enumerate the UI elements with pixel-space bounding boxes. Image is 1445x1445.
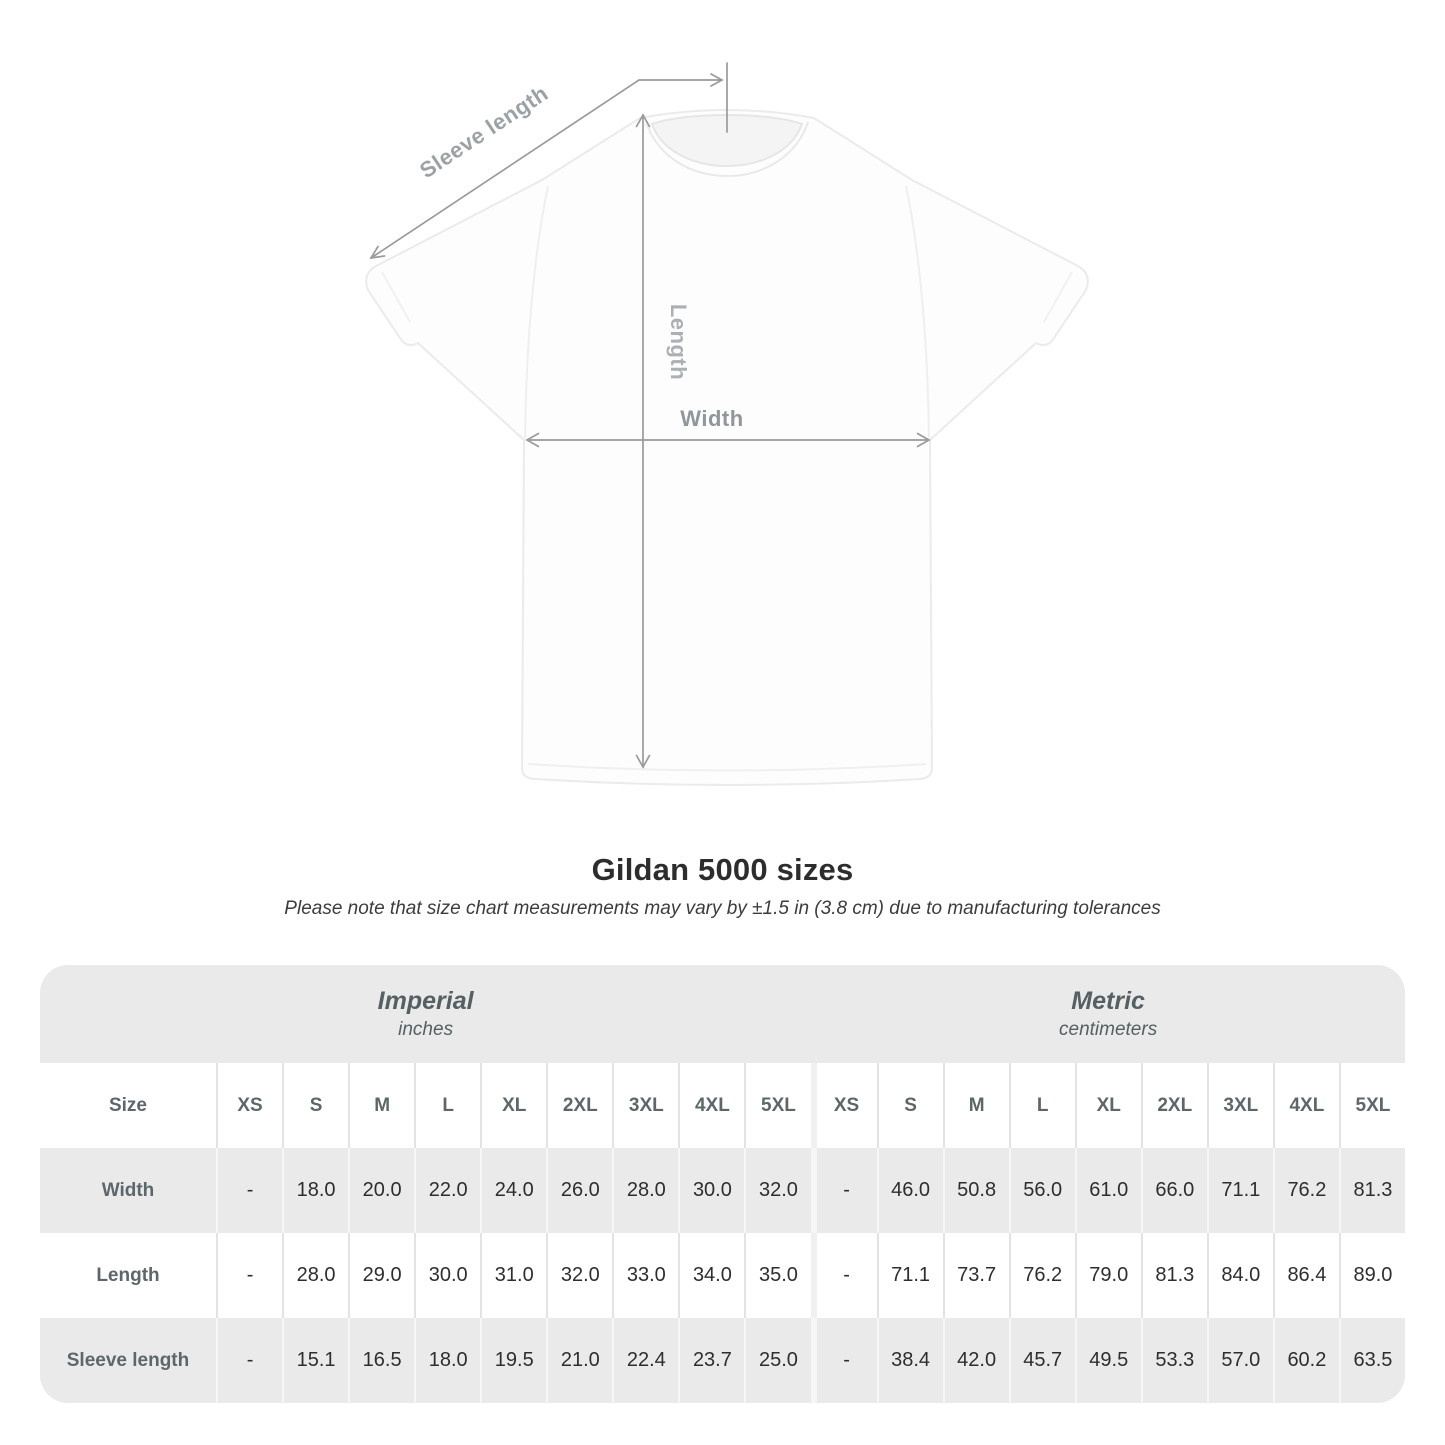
value-cell-imperial: 33.0	[612, 1233, 678, 1318]
length-label: Length	[666, 303, 691, 381]
size-header-imperial: 4XL	[678, 1063, 744, 1148]
value-cell-imperial: 30.0	[414, 1233, 480, 1318]
size-header-metric: XL	[1075, 1063, 1141, 1148]
value-cell-imperial: 28.0	[612, 1148, 678, 1233]
size-header-imperial: 3XL	[612, 1063, 678, 1148]
value-cell-metric: 84.0	[1207, 1233, 1273, 1318]
value-cell-metric: -	[811, 1233, 877, 1318]
value-cell-metric: 81.3	[1141, 1233, 1207, 1318]
value-cell-metric: 89.0	[1339, 1233, 1405, 1318]
metric-section-title: Metric	[1071, 986, 1145, 1015]
value-cell-imperial: -	[216, 1233, 282, 1318]
value-cell-metric: 56.0	[1009, 1148, 1075, 1233]
value-cell-imperial: 24.0	[480, 1148, 546, 1233]
value-cell-metric: -	[811, 1148, 877, 1233]
value-cell-metric: 73.7	[943, 1233, 1009, 1318]
value-cell-metric: 86.4	[1273, 1233, 1339, 1318]
value-cell-metric: 79.0	[1075, 1233, 1141, 1318]
size-header-metric: XS	[811, 1063, 877, 1148]
imperial-section-units: inches	[398, 1018, 454, 1040]
value-cell-imperial: 18.0	[414, 1318, 480, 1403]
metric-section-units: centimeters	[1059, 1018, 1158, 1040]
sleeve-length-label: Sleeve length	[415, 80, 553, 184]
value-cell-metric: 57.0	[1207, 1318, 1273, 1403]
imperial-section-title: Imperial	[377, 986, 474, 1015]
value-cell-imperial: 26.0	[546, 1148, 612, 1233]
value-cell-imperial: 25.0	[744, 1318, 810, 1403]
value-cell-imperial: 30.0	[678, 1148, 744, 1233]
value-cell-imperial: 23.7	[678, 1318, 744, 1403]
unit-header-band	[40, 965, 1405, 1063]
row-label: Sleeve length	[40, 1318, 216, 1403]
value-cell-imperial: 15.1	[282, 1318, 348, 1403]
value-cell-imperial: 16.5	[348, 1318, 414, 1403]
value-cell-metric: 60.2	[1273, 1318, 1339, 1403]
value-cell-metric: 76.2	[1009, 1233, 1075, 1318]
value-cell-imperial: 18.0	[282, 1148, 348, 1233]
size-header-imperial: M	[348, 1063, 414, 1148]
size-header-metric: L	[1009, 1063, 1075, 1148]
metric-section-header	[811, 965, 1405, 1063]
imperial-section-header	[40, 965, 811, 1063]
size-header-metric: 4XL	[1273, 1063, 1339, 1148]
value-cell-metric: 38.4	[877, 1318, 943, 1403]
value-cell-metric: 71.1	[1207, 1148, 1273, 1233]
value-cell-imperial: 20.0	[348, 1148, 414, 1233]
size-header-imperial: S	[282, 1063, 348, 1148]
value-cell-metric: 71.1	[877, 1233, 943, 1318]
value-cell-imperial: 32.0	[546, 1233, 612, 1318]
size-header-imperial: XL	[480, 1063, 546, 1148]
tshirt-graphic	[366, 110, 1088, 785]
value-cell-imperial: -	[216, 1148, 282, 1233]
value-cell-metric: 50.8	[943, 1148, 1009, 1233]
value-cell-imperial: 22.4	[612, 1318, 678, 1403]
value-cell-imperial: 22.0	[414, 1148, 480, 1233]
row-label: Length	[40, 1233, 216, 1318]
value-cell-imperial: 32.0	[744, 1148, 810, 1233]
size-header-metric: 2XL	[1141, 1063, 1207, 1148]
value-cell-metric: 53.3	[1141, 1318, 1207, 1403]
value-cell-metric: 45.7	[1009, 1318, 1075, 1403]
value-cell-metric: 61.0	[1075, 1148, 1141, 1233]
value-cell-imperial: 21.0	[546, 1318, 612, 1403]
value-cell-metric: 63.5	[1339, 1318, 1405, 1403]
value-cell-metric: 49.5	[1075, 1318, 1141, 1403]
size-header-metric: M	[943, 1063, 1009, 1148]
value-cell-metric: 76.2	[1273, 1148, 1339, 1233]
row-label: Width	[40, 1148, 216, 1233]
value-cell-imperial: 19.5	[480, 1318, 546, 1403]
value-cell-imperial: 28.0	[282, 1233, 348, 1318]
size-header-imperial: 5XL	[744, 1063, 810, 1148]
value-cell-metric: -	[811, 1318, 877, 1403]
value-cell-imperial: 34.0	[678, 1233, 744, 1318]
tolerance-note: Please note that size chart measurements may vary by ±1.5 in (3.8 cm) due to manufacturing tolerances	[284, 898, 1161, 919]
value-cell-imperial: 31.0	[480, 1233, 546, 1318]
value-cell-metric: 81.3	[1339, 1148, 1405, 1233]
size-header-metric: 3XL	[1207, 1063, 1273, 1148]
size-header-imperial: 2XL	[546, 1063, 612, 1148]
value-cell-imperial: 35.0	[744, 1233, 810, 1318]
value-cell-metric: 42.0	[943, 1318, 1009, 1403]
size-header-imperial: L	[414, 1063, 480, 1148]
page-title: Gildan 5000 sizes	[591, 852, 854, 887]
width-label: Width	[680, 406, 744, 431]
size-table-grid	[40, 1063, 1405, 1403]
size-header-imperial: XS	[216, 1063, 282, 1148]
value-cell-metric: 46.0	[877, 1148, 943, 1233]
size-col-header: Size	[40, 1063, 216, 1148]
value-cell-imperial: 29.0	[348, 1233, 414, 1318]
size-header-metric: S	[877, 1063, 943, 1148]
size-table	[40, 965, 1405, 1403]
value-cell-metric: 66.0	[1141, 1148, 1207, 1233]
size-header-metric: 5XL	[1339, 1063, 1405, 1148]
value-cell-imperial: -	[216, 1318, 282, 1403]
